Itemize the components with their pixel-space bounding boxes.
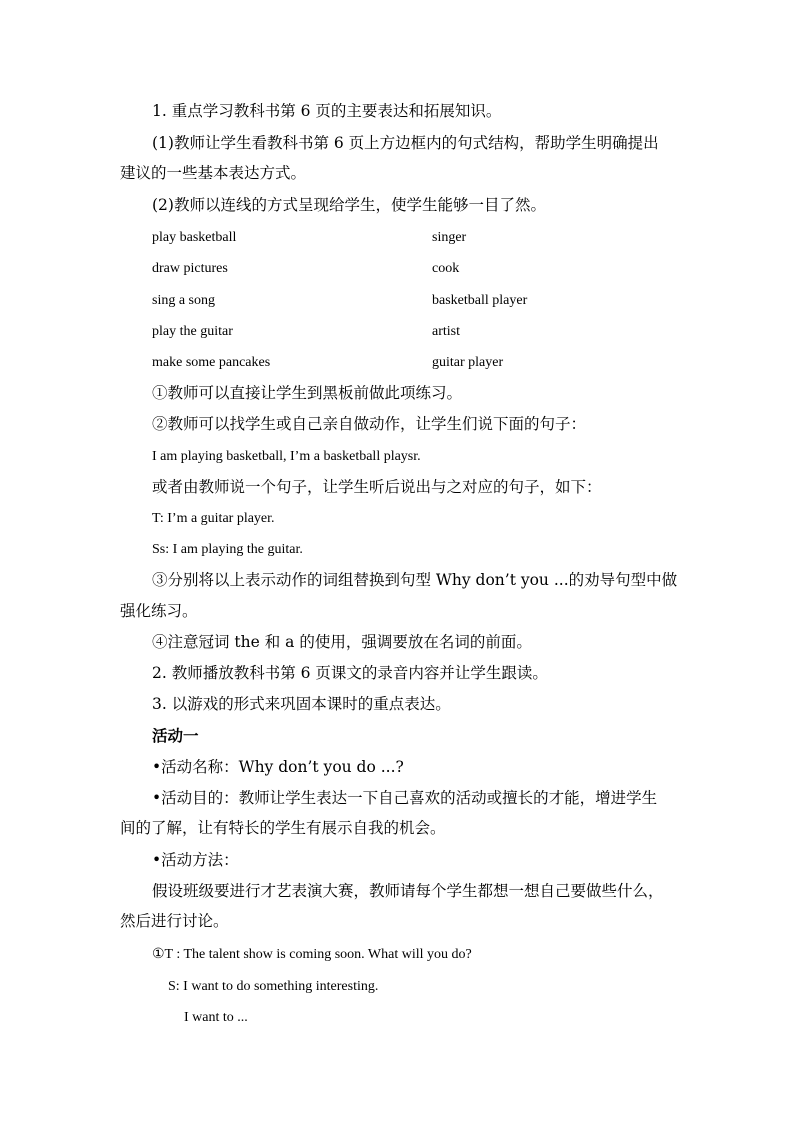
example-1: I am playing basketball, I’m a basketball playsr.: [152, 449, 421, 464]
match-left-4: play the guitar: [152, 324, 233, 339]
note-1: ①教师可以直接让学生到黑板前做此项练习。: [152, 384, 463, 402]
match-right-2: cook: [432, 261, 460, 276]
match-right-1: singer: [432, 230, 467, 245]
activity-purpose-line-1: •活动目的：教师让学生表达一下自己喜欢的活动或擅长的才能，增进学生: [152, 789, 658, 807]
example-2: T: I’m a guitar player.: [152, 511, 275, 526]
note-2: ②教师可以找学生或自己亲自做动作，让学生们说下面的句子：: [152, 415, 587, 433]
note-5: ④注意冠词 the 和 a 的使用，强调要放在名词的前面。: [152, 633, 532, 651]
section-1-heading: 1. 重点学习教科书第 6 页的主要表达和拓展知识。: [152, 102, 502, 120]
dialog-line-3: I want to ...: [184, 1010, 248, 1025]
paragraph-1-line-2: 建议的一些基本表达方式。: [120, 164, 307, 182]
method-paragraph-line-2: 然后进行讨论。: [120, 912, 229, 930]
paragraph-2: (2)教师以连线的方式呈现给学生，使学生能够一目了然。: [152, 196, 546, 214]
activity-name: •活动名称：Why don’t you do ...?: [152, 758, 404, 776]
match-left-1: play basketball: [152, 230, 237, 245]
note-4-line-2: 强化练习。: [120, 602, 198, 620]
section-2-heading: 2. 教师播放教科书第 6 页课文的录音内容并让学生跟读。: [152, 664, 548, 682]
note-3: 或者由教师说一个句子，让学生听后说出与之对应的句子，如下：: [152, 478, 602, 496]
section-3-heading: 3. 以游戏的形式来巩固本课时的重点表达。: [152, 695, 451, 713]
match-right-5: guitar player: [432, 355, 504, 370]
match-left-2: draw pictures: [152, 261, 228, 276]
dialog-line-2: S: I want to do something interesting.: [168, 979, 379, 994]
match-left-5: make some pancakes: [152, 355, 271, 370]
activity-method: •活动方法：: [152, 851, 239, 869]
dialog-line-1: ①T : The talent show is coming soon. What will you do?: [152, 947, 472, 962]
example-3: Ss: I am playing the guitar.: [152, 542, 303, 557]
match-right-3: basketball player: [432, 293, 528, 308]
method-paragraph-line-1: 假设班级要进行才艺表演大赛，教师请每个学生都想一想自己要做些什么，: [152, 882, 664, 900]
activity-purpose-line-2: 间的了解，让有特长的学生有展示自我的机会。: [120, 819, 446, 837]
match-right-4: artist: [432, 324, 460, 339]
match-left-3: sing a song: [152, 293, 215, 308]
paragraph-1-line-1: (1)教师让学生看教科书第 6 页上方边框内的句式结构，帮助学生明确提出: [152, 134, 659, 152]
activity-title: 活动一: [152, 726, 199, 745]
note-4-line-1: ③分别将以上表示动作的词组替换到句型 Why don’t you ...的劝导句型中做: [152, 571, 678, 589]
